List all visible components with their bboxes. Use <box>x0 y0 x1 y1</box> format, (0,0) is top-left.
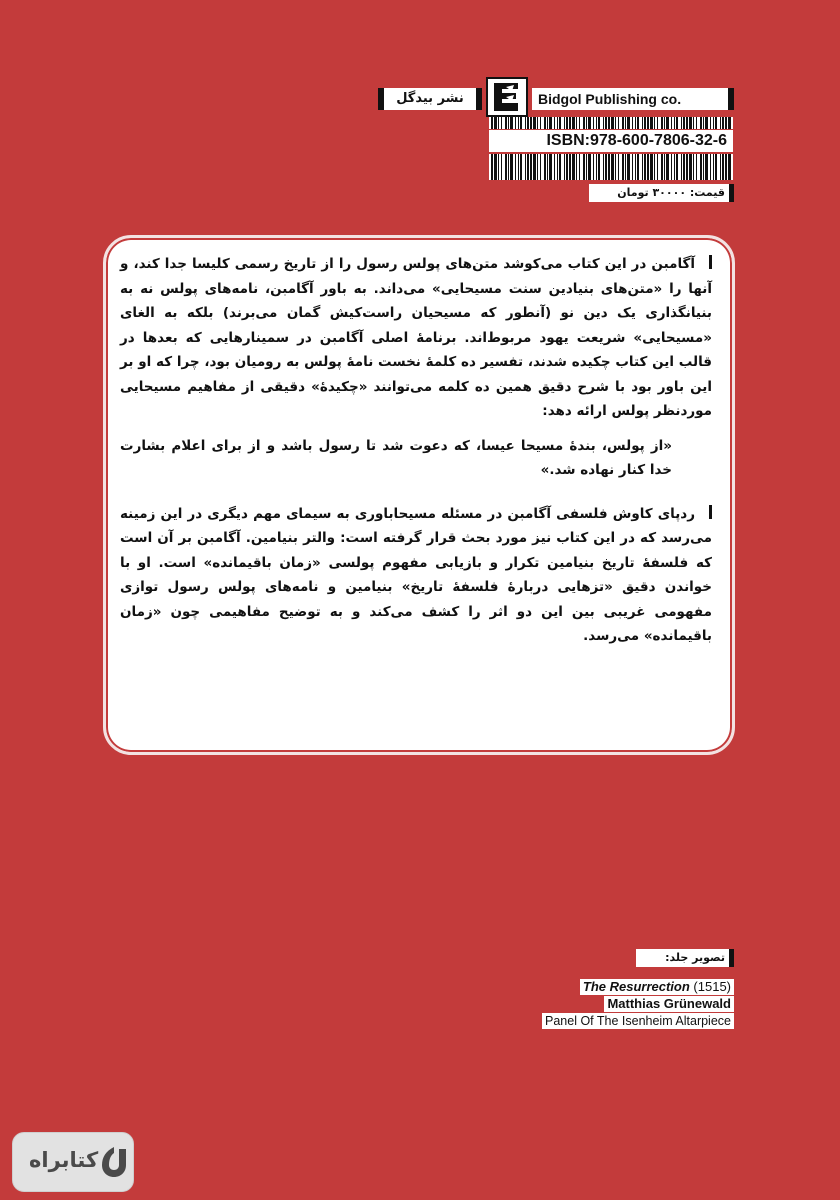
publisher-name-fa: نشر بیدگل <box>378 88 482 110</box>
publisher-name-en: Bidgol Publishing co. <box>532 88 734 110</box>
isbn-number: ISBN:978-600-7806-32-6 <box>489 130 733 152</box>
cover-image-label: تصویر جلد: <box>636 949 734 967</box>
barcode-top <box>489 117 733 129</box>
blurb-card <box>103 235 735 755</box>
blurb-paragraph-2: ردپای کاوش فلسفی آگامبن در مسئله مسیحاباوری به سیمای مهم دیگری در این زمینه می‌رسد که در این کتاب نیز مورد بحث قرار گرفته است: والتر بنیامین. آگامبن بر آن است که فلسفهٔ تاریخ بنیامین تکرار و بازیابی مفهوم پولسی «زمان باقیمانده» است. او با خواندن دقیق «تزهایی دربارهٔ فلسفهٔ تاریخ» بنیامین و نامه‌های پولس رسول توازی مفهومی غریبی بین این دو اثر را کشف می‌کند و به توضیح مفاهیمی چون «زمان باقیمانده» می‌رسد. <box>120 502 712 649</box>
ketabrah-logo-icon <box>99 1145 129 1179</box>
ketabrah-text: کتابراه <box>29 1148 99 1172</box>
publisher-bar <box>378 77 734 117</box>
cover-panel-caption: Panel Of The Isenheim Altarpiece <box>542 1013 734 1029</box>
barcode-bottom <box>489 154 733 180</box>
artwork-year: (1515) <box>693 979 731 994</box>
blurb-paragraph-1: آگامبن در این کتاب می‌کوشد متن‌های پولس رسول را از تاریخ رسمی کلیسا جدا کند، و آنها را «متن‌های بنیادین سنت مسیحایی» می‌داند. به باور آگامبن، نامه‌های پولس نه به بنیانگذاری یک دین نو (آنطور که مسیحیان راست‌کیش گمان می‌برند) بلکه به الغای «مسیحایی» شریعت یهود مربوط‌اند. برنامهٔ اصلی آگامبن در سمینارهایی که بعدها در قالب این کتاب چکیده شدند، تفسیر ده کلمهٔ نخست نامهٔ پولس به رومیان بود، چرا که او بر این باور بود با شرح دقیق همین ده کلمه می‌توانند «چکیدهٔ» دقیقی از مفاهیم مسیحایی موردنظر پولس ارائه دهد: <box>120 252 712 424</box>
blurb-quote: «از پولس، بندهٔ مسیحا عیسا، که دعوت شد تا رسول باشد و از برای اعلام بشارت خدا کنار نهاده شد.» <box>120 437 672 478</box>
ketabrah-watermark <box>12 1132 134 1192</box>
cover-artwork-title <box>580 979 734 995</box>
price-label: قیمت: ۳۰۰۰۰ تومان <box>589 184 734 202</box>
artwork-title-text: The Resurrection <box>582 979 690 994</box>
cover-artist: Matthias Grünewald <box>604 996 734 1012</box>
bidgol-logo-icon <box>486 77 528 117</box>
